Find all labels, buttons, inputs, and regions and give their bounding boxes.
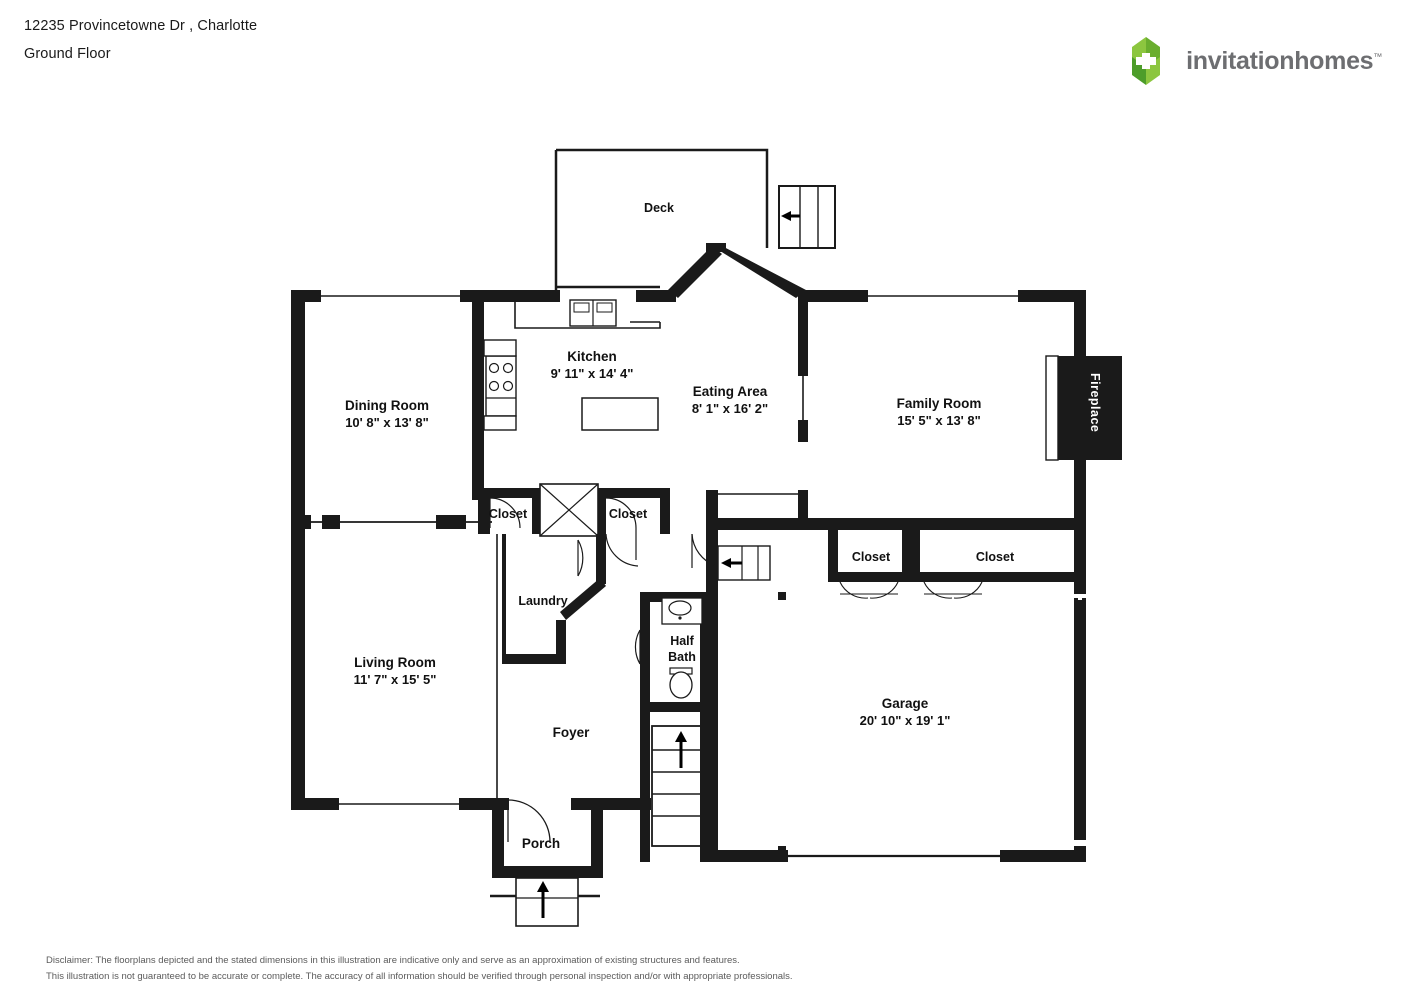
family-name: Family Room bbox=[896, 396, 982, 411]
dining-dims: 10' 8" x 13' 8" bbox=[345, 415, 429, 430]
fireplace bbox=[1046, 356, 1122, 460]
dining-name: Dining Room bbox=[345, 398, 429, 413]
disclaimer-line-2: This illustration is not guaranteed to be accurate or complete. The accuracy of all information should be verified through personal inspection and/or with appropriate professionals. bbox=[46, 971, 793, 982]
room-label-family bbox=[897, 395, 982, 429]
room-label-deck: Deck bbox=[644, 201, 674, 215]
closet-label-1: Closet bbox=[488, 507, 528, 521]
living-dims: 11' 7" x 15' 5" bbox=[353, 672, 437, 687]
disclaimer-line-1: Disclaimer: The floorplans depicted and the stated dimensions in this illustration are indicative only and serve as an approximation of existing structures and features. bbox=[46, 955, 740, 966]
porch bbox=[490, 800, 603, 926]
closet-group-garage bbox=[828, 530, 1074, 598]
disclaimer bbox=[46, 953, 793, 985]
garage-entry-steps bbox=[692, 534, 770, 580]
half-bath-label bbox=[668, 633, 696, 665]
family-dims: 15' 5" x 13' 8" bbox=[897, 413, 981, 428]
eating-name: Eating Area bbox=[692, 384, 768, 399]
room-label-kitchen bbox=[551, 348, 634, 382]
logo-word-homes: homes bbox=[1294, 46, 1374, 75]
deck-stairs bbox=[779, 186, 835, 248]
fireplace-label: Fireplace bbox=[1088, 373, 1102, 433]
center-walls bbox=[706, 490, 1086, 530]
living-name: Living Room bbox=[354, 655, 436, 670]
deck-connector-walls bbox=[668, 243, 806, 298]
page-title-address: 12235 Provincetowne Dr , Charlotte bbox=[24, 18, 258, 34]
eating-dims: 8' 1" x 16' 2" bbox=[691, 401, 769, 416]
garage-dims: 20' 10" x 19' 1" bbox=[859, 713, 951, 728]
room-label-dining bbox=[345, 397, 429, 431]
kitchen-dims: 9' 11" x 14' 4" bbox=[550, 366, 634, 381]
closet-label-2: Closet bbox=[608, 507, 648, 521]
room-label-eating-area bbox=[692, 383, 768, 417]
porch-label: Porch bbox=[521, 836, 561, 851]
kitchen-fixtures bbox=[472, 290, 660, 500]
half-bath-line2: Bath bbox=[668, 650, 696, 664]
room-label-garage bbox=[860, 695, 951, 729]
logo-trademark: ™ bbox=[1373, 51, 1382, 62]
closet-label-3: Closet bbox=[851, 550, 891, 564]
garage-name: Garage bbox=[881, 696, 929, 711]
half-bath-line1: Half bbox=[670, 634, 694, 648]
room-label-living bbox=[354, 654, 437, 688]
logo-word-invitation: invitation bbox=[1186, 46, 1295, 75]
kitchen-name: Kitchen bbox=[567, 349, 617, 364]
eating-area-walls bbox=[798, 296, 808, 442]
closet-label-4: Closet bbox=[975, 550, 1015, 564]
deck-outline bbox=[556, 150, 767, 290]
laundry-label: Laundry bbox=[518, 594, 568, 608]
closet-group-upper bbox=[478, 484, 670, 566]
foyer-label: Foyer bbox=[552, 725, 590, 740]
page-subtitle-floor: Ground Floor bbox=[24, 46, 111, 62]
